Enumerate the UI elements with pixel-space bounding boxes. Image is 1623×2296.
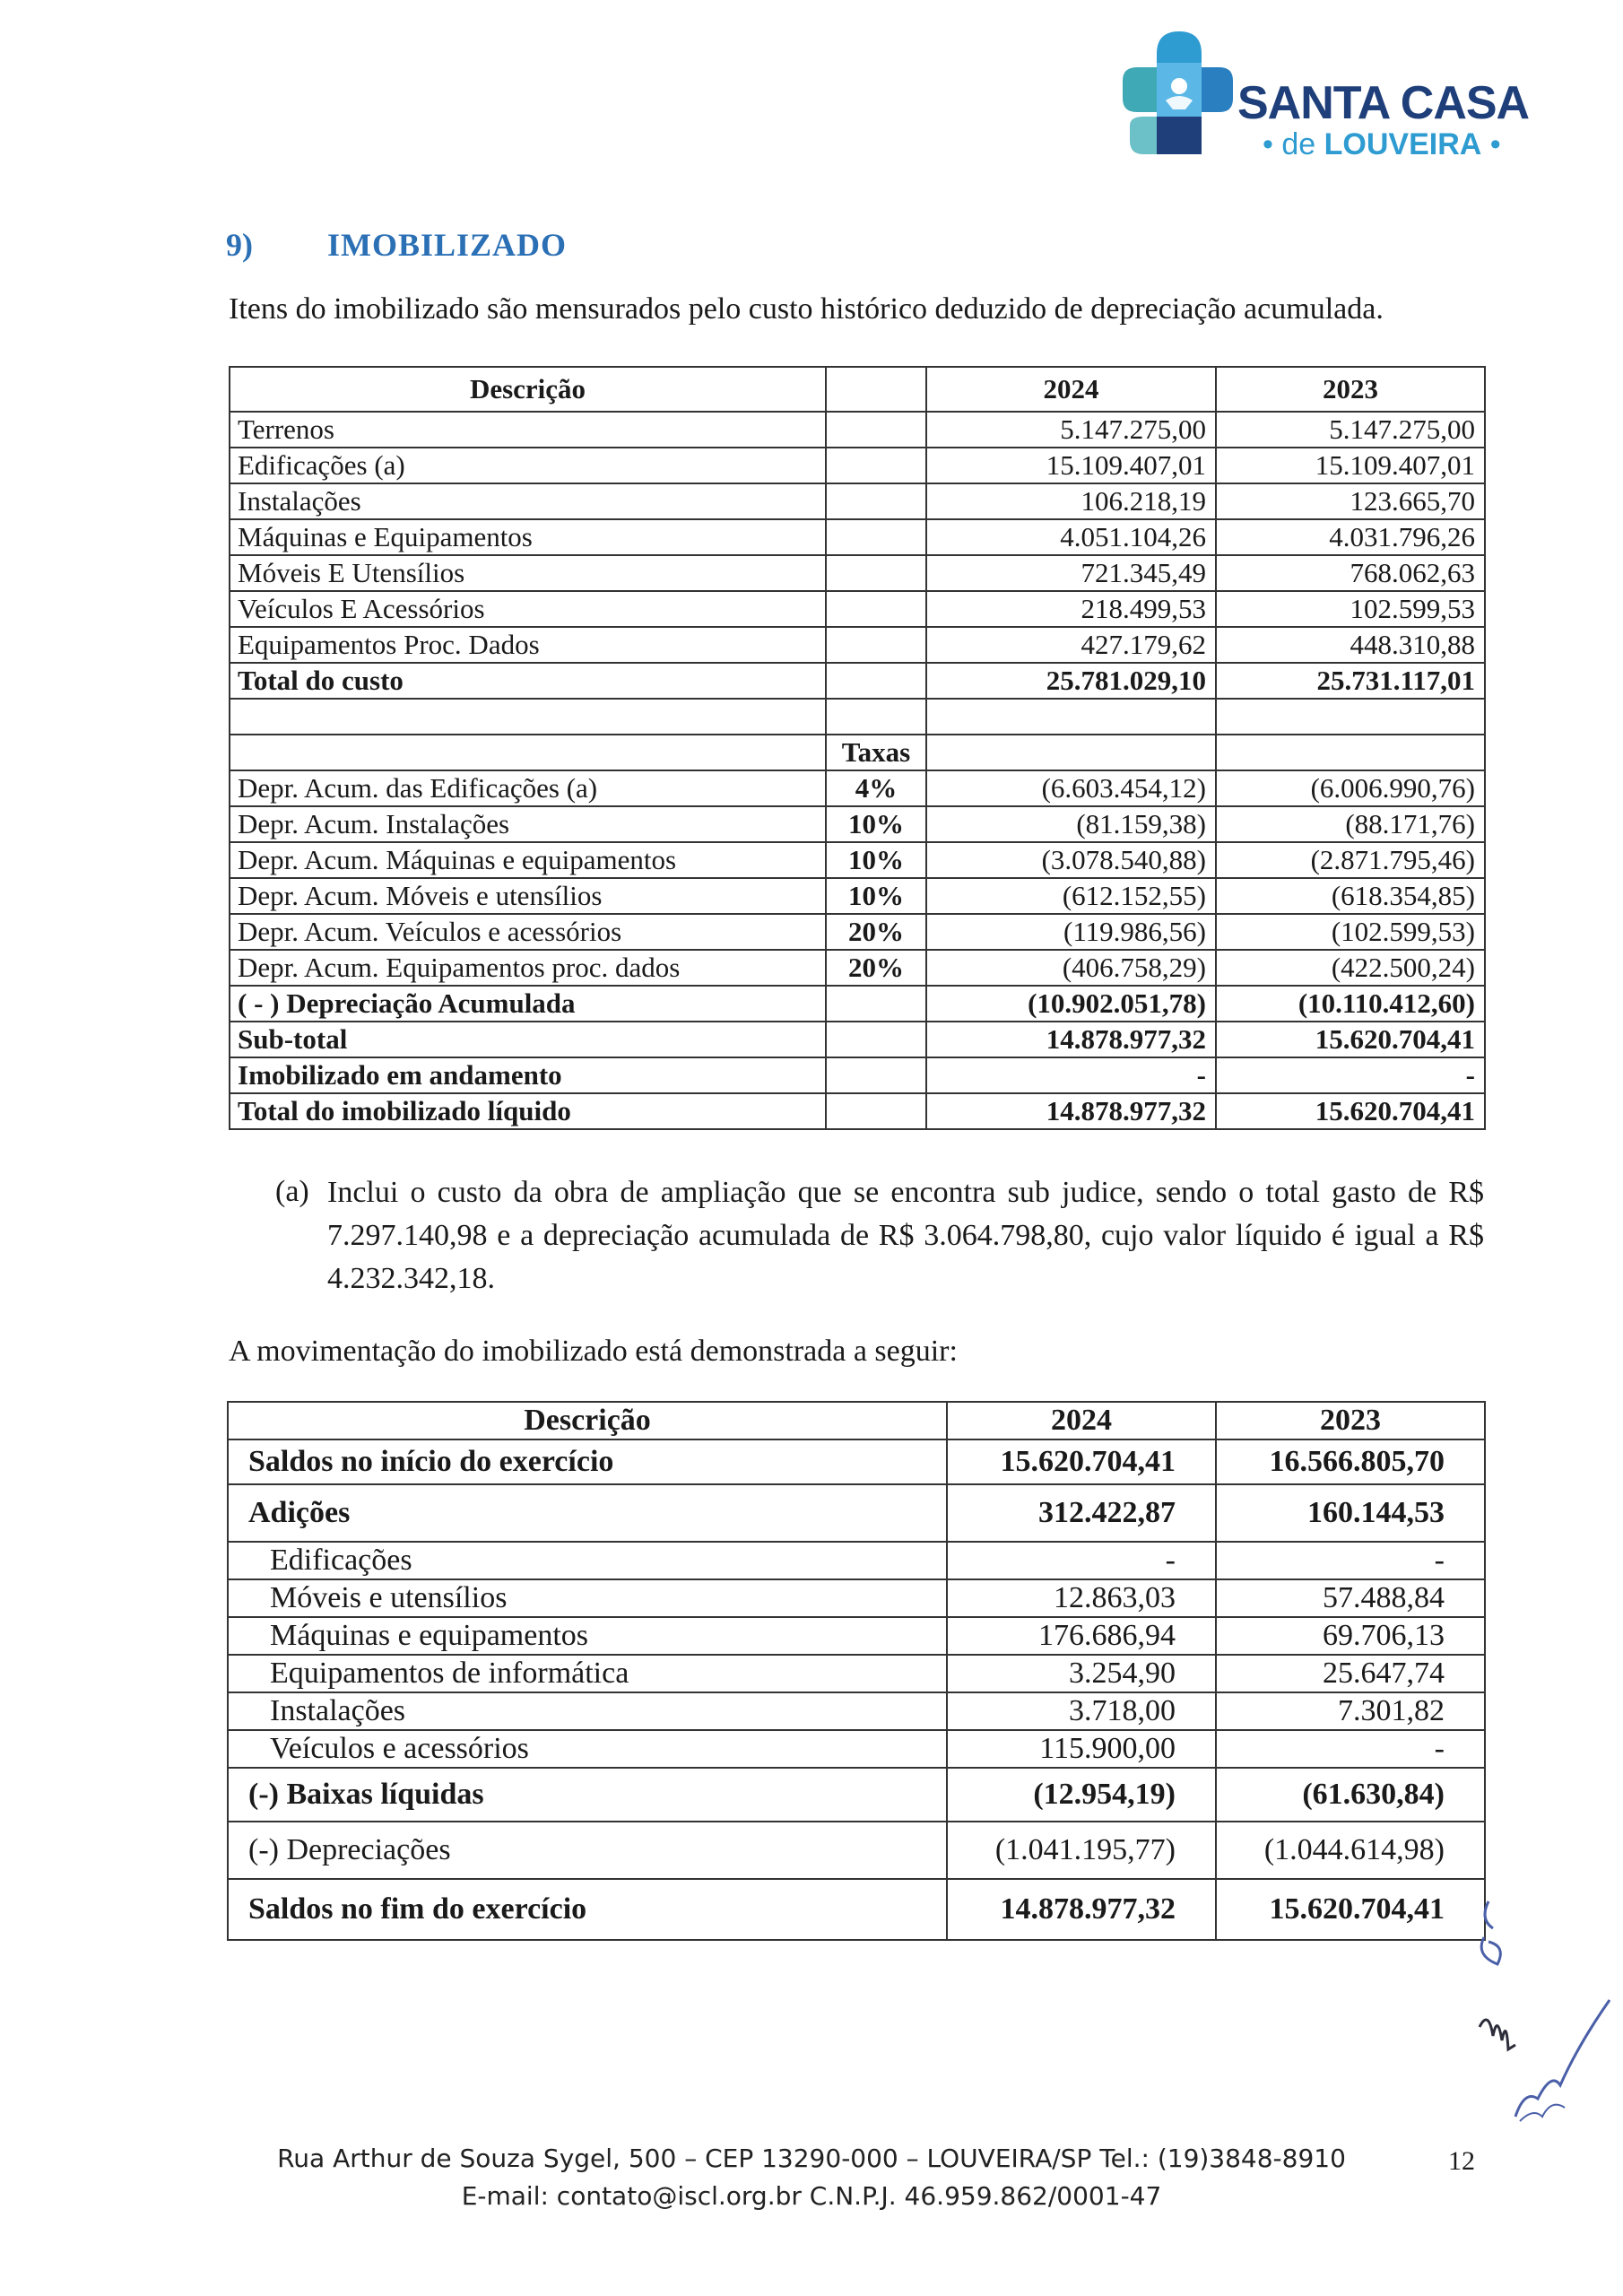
value-2024: (6.603.454,12) [926,770,1216,806]
row-empty [1216,735,1485,770]
spacer-4 [1216,699,1485,735]
value-2024: (119.986,56) [926,914,1216,950]
row-description: Total do custo [230,663,826,699]
value-2024: - [947,1542,1216,1579]
logo-name: SANTA CASA [1237,77,1530,129]
row-taxa: 10% [826,842,926,878]
row-description: Edificações [228,1542,947,1579]
row-taxa: 10% [826,806,926,842]
spacer-1 [230,699,826,735]
value-2024: 721.345,49 [926,555,1216,591]
value-2024: 15.109.407,01 [926,448,1216,483]
footer-address [0,2144,1623,2173]
row-description: Veículos E Acessórios [230,591,826,627]
row-empty [826,1093,926,1129]
row-taxa: 20% [826,950,926,986]
addition-item-row [228,1692,1485,1730]
value-2024: 25.781.029,10 [926,663,1216,699]
row-description: Depr. Acum. Máquinas e equipamentos [230,842,826,878]
value-2023: 25.731.117,01 [1216,663,1485,699]
note-text: Inclui o custo da obra de ampliação que se encontra sub judice, sendo o total gasto de R$ 7.297.140,98 e a depreciação acumulada de R$ 3.064.798,80, cujo valor líquido é igual a R$ 4.232.342,18. [327,1176,1484,1295]
addition-item-row [228,1617,1485,1655]
value-2024: 115.900,00 [947,1730,1216,1768]
value-2024: (3.078.540,88) [926,842,1216,878]
row-empty [826,483,926,519]
row-description: Depr. Acum. Móveis e utensílios [230,878,826,914]
value-2024: (612.152,55) [926,878,1216,914]
row-empty [826,663,926,699]
row-description: Máquinas e equipamentos [228,1617,947,1655]
value-2024: 12.863,03 [947,1579,1216,1617]
header-descricao: Descrição [230,367,826,412]
section-number: 9) [226,227,253,263]
row-description: Móveis E Utensílios [230,555,826,591]
value-2024: (12.954,19) [947,1768,1216,1822]
row-description: (-) Depreciações [228,1822,947,1879]
table-row [230,914,1485,950]
value-2023: 4.031.796,26 [1216,519,1485,555]
total-cost-row [230,663,1485,699]
footer-contact-text: E-mail: contato@iscl.org.br C.N.P.J. 46.959.862/0001-47 [461,2181,1162,2211]
summary-row [230,1057,1485,1093]
row-empty [826,519,926,555]
row-empty [826,1057,926,1093]
value-2023: (6.006.990,76) [1216,770,1485,806]
row-description: Máquinas e Equipamentos [230,519,826,555]
table-row [230,842,1485,878]
row-description: Depr. Acum. Veículos e acessórios [230,914,826,950]
santa-casa-logo [1121,27,1569,170]
value-2023: 15.620.704,41 [1216,1093,1485,1129]
handwritten-signature [1453,1892,1623,2144]
value-2024: 3.254,90 [947,1655,1216,1692]
value-2023: 25.647,74 [1216,1655,1485,1692]
row-empty [926,735,1216,770]
row-description: Saldos no fim do exercício [228,1879,947,1940]
value-2024: (81.159,38) [926,806,1216,842]
logo-cross-icon [1121,27,1237,161]
footer-contact [0,2181,1623,2211]
value-2024: 5.147.275,00 [926,412,1216,448]
row-description: Total do imobilizado líquido [230,1093,826,1129]
row-empty [826,448,926,483]
value-2024: (10.902.051,78) [926,986,1216,1022]
header-2023: 2023 [1216,367,1485,412]
summary-row [230,1022,1485,1057]
value-2023: - [1216,1057,1485,1093]
value-2023: (10.110.412,60) [1216,986,1485,1022]
value-2024: 14.878.977,32 [926,1022,1216,1057]
value-2023: 15.620.704,41 [1216,1879,1485,1940]
row-description: Imobilizado em andamento [230,1057,826,1093]
row-taxa: 10% [826,878,926,914]
row-empty [826,1022,926,1057]
row-empty [826,627,926,663]
value-2023: (618.354,85) [1216,878,1485,914]
note-mark: (a) [275,1175,309,1208]
logo-subtitle-main: LOUVEIRA [1324,127,1482,161]
row-description: Depr. Acum. Equipamentos proc. dados [230,950,826,986]
value-2023: (88.171,76) [1216,806,1485,842]
value-2024: (406.758,29) [926,950,1216,986]
value-2023: 160.144,53 [1216,1484,1485,1542]
header-2023: 2023 [1216,1402,1485,1439]
footer-address-text: Rua Arthur de Souza Sygel, 500 – CEP 13290-000 – LOUVEIRA/SP Tel.: (19)3848-8910 [277,2144,1346,2173]
table-row [230,591,1485,627]
value-2024: 427.179,62 [926,627,1216,663]
section-title: IMOBILIZADO [327,227,568,263]
value-2024: (1.041.195,77) [947,1822,1216,1879]
row-description: Terrenos [230,412,826,448]
value-2023: (61.630,84) [1216,1768,1485,1822]
table-row [230,878,1485,914]
row-description: Sub-total [230,1022,826,1057]
addition-item-row [228,1655,1485,1692]
value-2023: 15.109.407,01 [1216,448,1485,483]
addition-item-row [228,1730,1485,1768]
row-description: (-) Baixas líquidas [228,1768,947,1822]
taxas-header-row [230,735,1485,770]
row-description: Edificações (a) [230,448,826,483]
row-description: ( - ) Depreciação Acumulada [230,986,826,1022]
table-row [230,627,1485,663]
value-2023: 69.706,13 [1216,1617,1485,1655]
table-header-row [228,1402,1485,1439]
movement-intro: A movimentação do imobilizado está demonstrada a seguir: [229,1335,958,1368]
table-row [230,448,1485,483]
page-number: 12 [1448,2146,1475,2176]
table-row [230,770,1485,806]
closing-balance-row [228,1879,1485,1940]
value-2024: 4.051.104,26 [926,519,1216,555]
disposals-row [228,1768,1485,1822]
value-2024: 3.718,00 [947,1692,1216,1730]
value-2024: 14.878.977,32 [947,1879,1216,1940]
intro-paragraph: Itens do imobilizado são mensurados pelo custo histórico deduzido de depreciação acumulada. [229,292,1384,326]
row-description: Instalações [228,1692,947,1730]
row-taxa: 4% [826,770,926,806]
value-2024: 106.218,19 [926,483,1216,519]
table-row [230,519,1485,555]
row-description: Adições [228,1484,947,1542]
value-2024: 15.620.704,41 [947,1439,1216,1484]
movement-table [227,1401,1486,1941]
row-empty [230,735,826,770]
value-2024: 312.422,87 [947,1484,1216,1542]
value-2023: 448.310,88 [1216,627,1485,663]
value-2023: 15.620.704,41 [1216,1022,1485,1057]
logo-subtitle-pre: de [1281,127,1316,161]
value-2024: - [926,1057,1216,1093]
value-2023: (2.871.795,46) [1216,842,1485,878]
row-description: Depr. Acum. das Edificações (a) [230,770,826,806]
summary-row [230,1093,1485,1129]
table-row [230,806,1485,842]
table-row [230,483,1485,519]
value-2023: (102.599,53) [1216,914,1485,950]
value-2023: 768.062,63 [1216,555,1485,591]
table-header-row [230,367,1485,412]
value-2024: 176.686,94 [947,1617,1216,1655]
fixed-assets-table [229,366,1486,1130]
logo-subtitle: • de LOUVEIRA • [1263,127,1501,161]
table-row [230,412,1485,448]
spacer-row [230,699,1485,735]
value-2024: 218.499,53 [926,591,1216,627]
header-taxas [826,367,926,412]
value-2023: 57.488,84 [1216,1579,1485,1617]
addition-item-row [228,1542,1485,1579]
value-2023: - [1216,1730,1485,1768]
row-taxa: 20% [826,914,926,950]
header-2024: 2024 [926,367,1216,412]
additions-row [228,1484,1485,1542]
row-description: Veículos e acessórios [228,1730,947,1768]
row-description: Depr. Acum. Instalações [230,806,826,842]
header-2024: 2024 [947,1402,1216,1439]
table-row [230,950,1485,986]
value-2024: 14.878.977,32 [926,1093,1216,1129]
row-description: Saldos no início do exercício [228,1439,947,1484]
value-2023: 102.599,53 [1216,591,1485,627]
value-2023: 16.566.805,70 [1216,1439,1485,1484]
addition-item-row [228,1579,1485,1617]
row-description: Equipamentos Proc. Dados [230,627,826,663]
row-description: Móveis e utensílios [228,1579,947,1617]
value-2023: 123.665,70 [1216,483,1485,519]
opening-balance-row [228,1439,1485,1484]
value-2023: 5.147.275,00 [1216,412,1485,448]
summary-row [230,986,1485,1022]
value-2023: (1.044.614,98) [1216,1822,1485,1879]
row-description: Instalações [230,483,826,519]
row-description: Equipamentos de informática [228,1655,947,1692]
row-empty [826,986,926,1022]
table-row [230,555,1485,591]
value-2023: 7.301,82 [1216,1692,1485,1730]
taxas-label: Taxas [826,735,926,770]
spacer-2 [826,699,926,735]
spacer-3 [926,699,1216,735]
value-2023: - [1216,1542,1485,1579]
depreciation-row [228,1822,1485,1879]
header-descricao: Descrição [228,1402,947,1439]
row-empty [826,412,926,448]
value-2023: (422.500,24) [1216,950,1485,986]
row-empty [826,591,926,627]
row-empty [826,555,926,591]
